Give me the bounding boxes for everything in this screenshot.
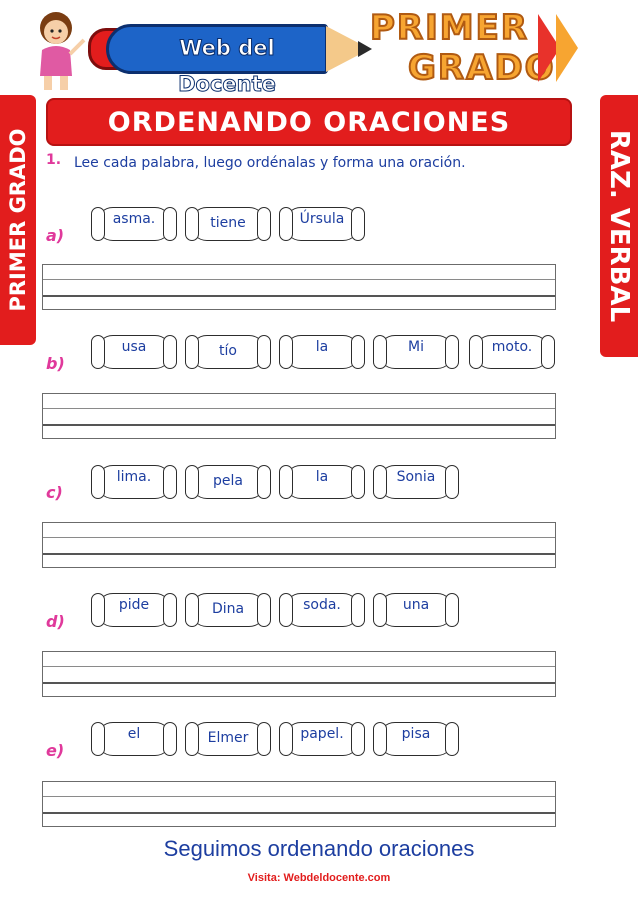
exercise-label: a) — [46, 226, 65, 245]
exercise-label: c) — [46, 483, 63, 502]
grade-logo — [362, 8, 572, 92]
title-banner — [46, 98, 572, 146]
side-banner-left — [0, 95, 36, 345]
word-cloud — [474, 335, 550, 369]
word-cloud — [284, 722, 360, 756]
side-banner-left-text: PRIMER GRADO — [6, 128, 30, 312]
word-text: usa — [121, 339, 147, 355]
word-cloud — [96, 593, 172, 627]
word-cloud — [96, 207, 172, 241]
word-cloud — [378, 722, 454, 756]
word-cloud — [378, 593, 454, 627]
word-text: una — [402, 597, 430, 613]
word-text: Sonia — [396, 469, 436, 485]
word-cloud — [190, 207, 266, 241]
footer-title: Seguimos ordenando oraciones — [163, 836, 475, 861]
writing-lines[interactable] — [42, 522, 556, 568]
grade-logo-line2: GRADO — [408, 48, 556, 88]
exercise-label: e) — [46, 741, 65, 760]
word-cloud — [96, 335, 172, 369]
exercise-label: b) — [46, 354, 65, 373]
word-text: Úrsula — [299, 211, 345, 227]
word-cloud — [284, 207, 360, 241]
word-text: tío — [219, 343, 237, 359]
teacher-illustration — [28, 10, 88, 92]
page-header — [0, 0, 638, 95]
word-cloud — [190, 593, 266, 627]
chevron-right-icon — [556, 14, 578, 82]
word-cloud — [190, 465, 266, 499]
word-cloud — [284, 335, 360, 369]
word-text: lima. — [116, 469, 152, 485]
word-text: la — [315, 339, 329, 355]
word-text: moto. — [491, 339, 533, 355]
word-cloud — [284, 593, 360, 627]
word-cloud — [96, 722, 172, 756]
word-text: tiene — [210, 215, 246, 231]
word-cloud — [284, 465, 360, 499]
word-text: pisa — [401, 726, 431, 742]
word-text: pela — [213, 473, 243, 489]
word-cloud — [190, 335, 266, 369]
word-cloud — [190, 722, 266, 756]
word-text: Mi — [408, 339, 424, 355]
exercise-label: d) — [46, 612, 65, 631]
writing-lines[interactable] — [42, 264, 556, 310]
word-text: papel. — [300, 726, 344, 742]
footer-visit-link[interactable]: Visita: Webdeldocente.com — [247, 872, 391, 884]
word-text: soda. — [303, 597, 341, 613]
page-title: ORDENANDO ORACIONES — [107, 107, 511, 138]
writing-lines[interactable] — [42, 781, 556, 827]
side-banner-right — [600, 95, 638, 357]
word-text: Dina — [211, 601, 245, 617]
instruction-number: 1. — [46, 152, 62, 168]
brand-pencil-logo — [88, 20, 378, 96]
instruction-text: Lee cada palabra, luego ordénalas y forma una oración. — [74, 155, 466, 171]
brand-label: Web del Docente — [178, 36, 276, 96]
word-cloud — [378, 335, 454, 369]
word-text: pide — [118, 597, 150, 613]
word-text: la — [315, 469, 329, 485]
grade-logo-line1: PRIMER — [370, 8, 529, 48]
word-text: asma. — [112, 211, 156, 227]
word-text: Elmer — [207, 730, 249, 746]
word-text: el — [127, 726, 141, 742]
writing-lines[interactable] — [42, 393, 556, 439]
writing-lines[interactable] — [42, 651, 556, 697]
word-cloud — [378, 465, 454, 499]
word-cloud — [96, 465, 172, 499]
side-banner-right-text: RAZ. VERBAL — [604, 129, 634, 323]
